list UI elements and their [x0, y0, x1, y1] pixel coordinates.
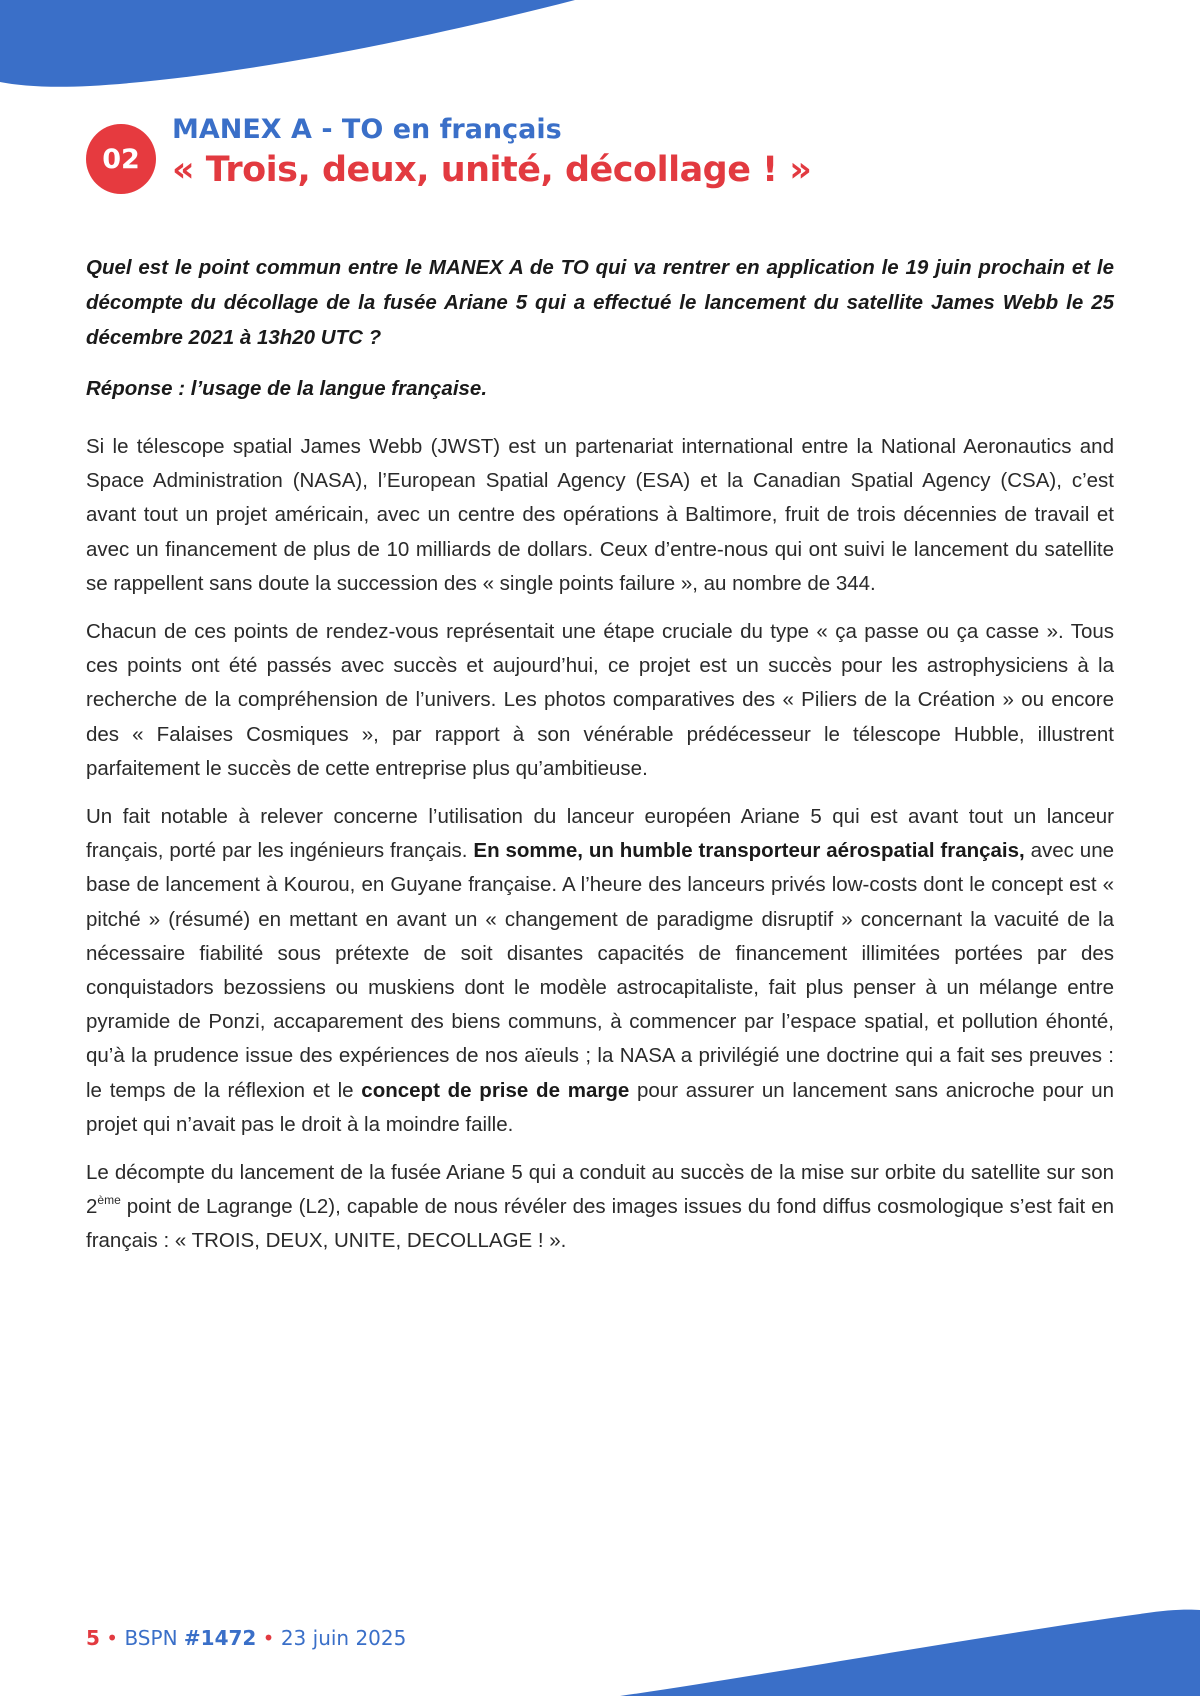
paragraph-success: Chacun de ces points de rendez-vous représentait une étape cruciale du type « ça passe ou ça casse ». Tous ces points ont été passés avec succès et aujourd’hui, ce projet est un succès pour les astrophysiciens à la recherche de la compréhension de l’univers. Les photos comparatives des « Piliers de la Création » ou encore des « Falaises Cosmiques », par rapport à son vénérable prédécesseur le télescope Hubble, illustrent parfaitement le succès de cette entreprise plus qu’ambitieuse. [86, 620, 1114, 780]
bold-phrase: concept de prise de marge [361, 1078, 630, 1102]
separator: • [256, 1626, 281, 1650]
page-number: 5 [86, 1626, 100, 1650]
publication-date: 23 juin 2025 [280, 1626, 407, 1650]
section-kicker: MANEX A - TO en français [172, 114, 562, 145]
bottom-wave-decoration [0, 1596, 1200, 1696]
text-run: Un fait notable à relever concerne l’utilisation du lanceur européen Ariane 5 qui est avant tout un lanceur français, porté par les ingénieurs français. [86, 805, 1114, 863]
text-run: Le décompte du lancement de la fusée Ariane 5 qui a conduit au succès de la mise sur orbite du satellite sur son 2 [86, 1161, 1114, 1219]
separator: • [99, 1626, 125, 1650]
lead-question: Quel est le point commun entre le MANEX A de TO qui va rentrer en application le 19 juin prochain et le décompte du décollage de la fusée Ariane 5 qui a effectué le lancement du satellite James Webb le 25 décembre 2021 à 13h20 UTC ? [86, 256, 1114, 349]
article-body [86, 250, 1114, 1273]
bold-phrase: En somme, un humble transporteur aérospatial français, [473, 839, 1025, 863]
text-run: avec une base de lancement à Kourou, en Guyane française. A l’heure des lanceurs privés low-costs dont le concept est « pitché » (résumé) en mettant en avant un « changement de paradigme disruptif » concernant la vacuité de la nécessaire fiabilité sous prétexte de soit disantes capacités de financement illimitées portées par des conquistadors bezossiens ou muskiens dont le modèle astrocapitaliste, fait plus penser à un mélange entre pyramide de Ponzi, accaparement des biens communs, à commencer par l’espace spatial, et pollution éhonté, qu’à la prudence issue des expériences de nos aïeuls ; la NASA a privilégié une doctrine qui a fait ses preuves : le temps de la réflexion et le [86, 839, 1114, 1102]
superscript: ème [97, 1193, 121, 1208]
paragraph-jwst: Si le télescope spatial James Webb (JWST) est un partenariat international entre la National Aeronautics and Space Administration (NASA), l’European Spatial Agency (ESA) et la Canadian Spatial Agency (CSA), c’est avant tout un projet américain, avec un centre des opérations à Baltimore, fruit de trois décennies de travail et avec un financement de plus de 10 milliards de dollars. Ceux d’entre-nous qui ont suivi le lancement du satellite se rappellent sans doute la succession des « single points failure », au nombre de 344. [86, 435, 1114, 595]
section-number-badge: 02 [86, 124, 156, 194]
publication-name: BSPN [124, 1626, 184, 1650]
text-run: point de Lagrange (L2), capable de nous révéler des images issues du fond diffus cosmologique s’est fait en français : « TROIS, DEUX, UNITE, DECOLLAGE ! ». [86, 1195, 1114, 1253]
text-run: pour assurer un lancement sans anicroche pour un projet qui n’avait pas le droit à la moindre faille. [86, 1078, 1114, 1136]
paragraph-ariane [86, 800, 1114, 1142]
issue-number: #1472 [183, 1626, 257, 1650]
section-header [86, 112, 1116, 202]
lead-answer: Réponse : l’usage de la langue française. [86, 377, 488, 400]
paragraph-countdown [86, 1156, 1114, 1259]
top-wave-decoration [0, 0, 600, 90]
page-title: « Trois, deux, unité, décollage ! » [172, 150, 812, 190]
